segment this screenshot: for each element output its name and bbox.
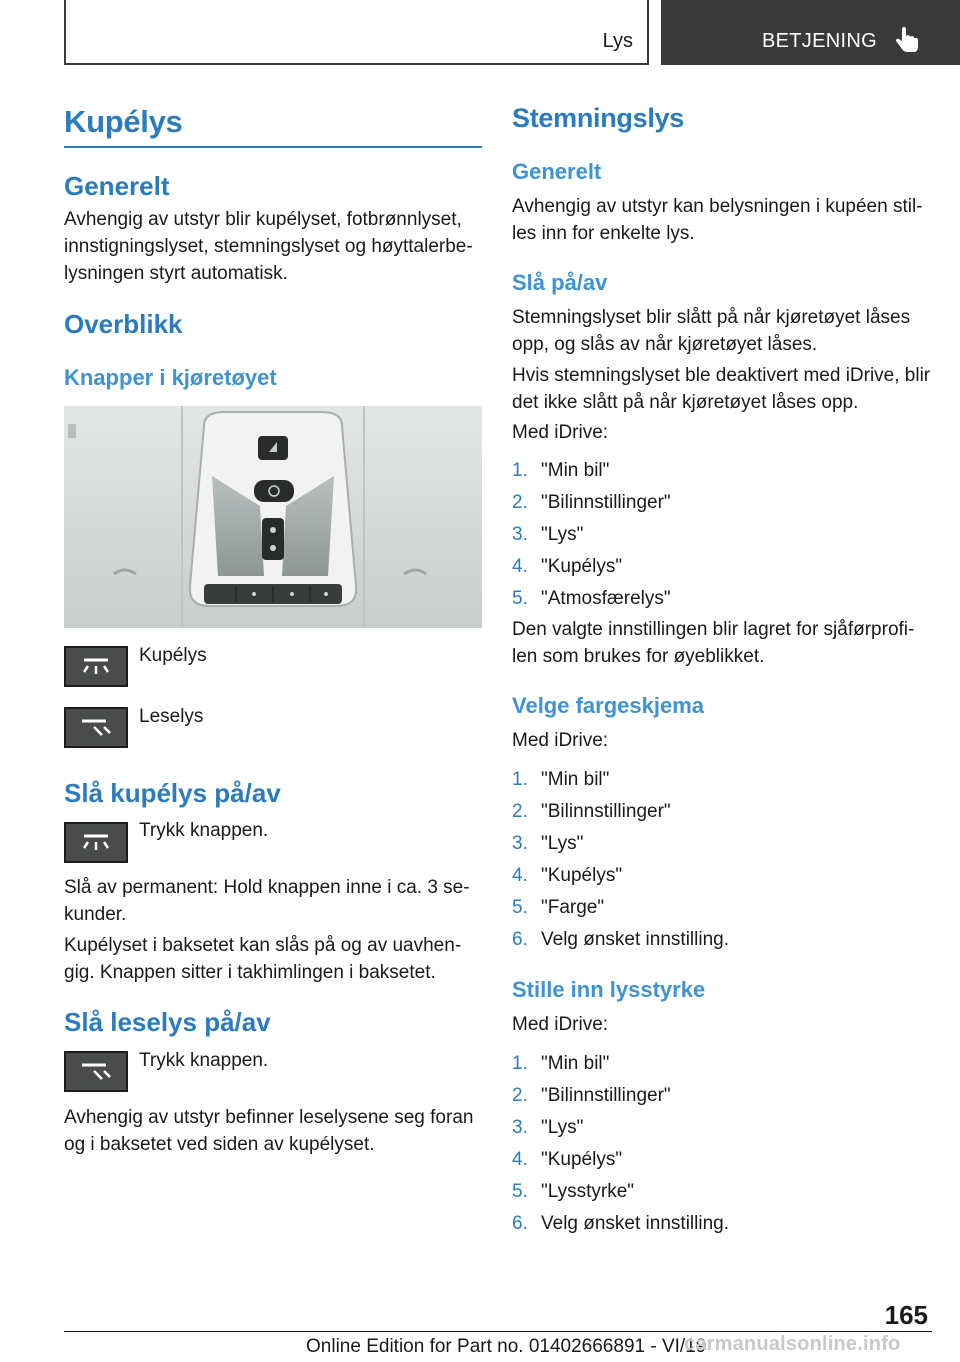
paragraph-med-idrive-3: Med iDrive: xyxy=(512,1014,609,1035)
steps-list-atmosfaere xyxy=(512,457,932,617)
list-item: 1. "Min bil" xyxy=(512,769,610,790)
watermark: carmanualsonline.info xyxy=(684,1333,901,1355)
list-item: 4. "Kupélys" xyxy=(512,865,623,886)
heading-sla-kupelys: Slå kupélys på/av xyxy=(64,778,281,808)
reading-light-key-icon xyxy=(64,707,128,748)
paragraph-sla-av-permanent: Slå av permanent: Hold knappen inne i ca. 3 sekunder. xyxy=(64,877,470,925)
list-item: 1. "Min bil" xyxy=(512,1053,610,1074)
list-item: 4. "Kupélys" xyxy=(512,556,623,577)
heading-rule xyxy=(64,146,482,148)
key-label-kupelys: Kupélys xyxy=(139,645,207,666)
paragraph-kupelys-baksete: Kupélyset i baksetet kan slås på og av uavhengig. Knappen sitter i takhimlingen i baksetet. xyxy=(64,935,462,983)
list-item: 2. "Bilinnstillinger" xyxy=(512,492,671,513)
header-chapter-title: BETJENING xyxy=(762,30,877,52)
paragraph-med-idrive-2: Med iDrive: xyxy=(512,730,609,751)
list-item: 6. Velg ønsket innstilling. xyxy=(512,1213,729,1234)
list-item: 3. "Lys" xyxy=(512,1117,584,1138)
heading-sla-pa-av: Slå på/av xyxy=(512,270,608,295)
list-item: 5. "Farge" xyxy=(512,897,605,918)
header-section-title: Lys xyxy=(602,30,633,52)
paragraph-stemningslys-deaktivert: Hvis stemningslyset ble deaktivert med iDrive, blir det ikke slått på når kjøretøyet låses opp. xyxy=(512,365,931,413)
heading-velge-fargeskjema: Velge fargeskjema xyxy=(512,693,705,718)
paragraph-med-idrive-1: Med iDrive: xyxy=(512,422,609,443)
interior-light-key-icon xyxy=(64,646,128,687)
heading-generelt-right: Generelt xyxy=(512,159,602,184)
heading-overblikk: Overblikk xyxy=(64,309,183,339)
list-item: 3. "Lys" xyxy=(512,524,584,545)
heading-stille-inn-lysstyrke: Stille inn lysstyrke xyxy=(512,977,706,1002)
steps-list-lysstyrke xyxy=(512,1050,932,1242)
key-label-leselys: Leselys xyxy=(139,706,204,727)
header-section-tab xyxy=(64,0,649,65)
heading-kupelys: Kupélys xyxy=(64,104,183,139)
footer-edition: Online Edition for Part no. 01402666891 - VI/19 xyxy=(306,1336,707,1357)
paragraph-stemningslys-pa: Stemningslyset blir slått på når kjøretøyet låses opp, og slås av når kjøretøyet låses. xyxy=(512,307,911,355)
paragraph-generelt-left: Avhengig av utstyr blir kupélyset, fotbrønnlyset, innstigningslyset, stemningslyset og høyttalerbelysningen styrt automatisk. xyxy=(64,209,473,284)
page-number: 165 xyxy=(884,1300,928,1330)
footer-rule xyxy=(64,1331,932,1332)
list-item: 3. "Lys" xyxy=(512,833,584,854)
paragraph-leselys-plassering: Avhengig av utstyr befinner leselysene seg foran og i baksetet ved siden av kupélyset. xyxy=(64,1107,474,1155)
paragraph-generelt-right: Avhengig av utstyr kan belysningen i kupéen stilles inn for enkelte lys. xyxy=(512,196,923,244)
paragraph-innstilling-lagret: Den valgte innstillingen blir lagret for sjåførprofilen som brukes for øyeblikket. xyxy=(512,619,915,667)
list-item: 1. "Min bil" xyxy=(512,460,610,481)
heading-knapper: Knapper i kjøretøyet xyxy=(64,365,277,390)
list-item: 5. "Atmosfærelys" xyxy=(512,588,671,609)
header-chapter-tab xyxy=(661,0,960,65)
list-item: 2. "Bilinnstillinger" xyxy=(512,1085,671,1106)
heading-sla-leselys: Slå leselys på/av xyxy=(64,1007,271,1037)
pointing-hand-icon xyxy=(893,26,921,54)
text-trykk-knappen-2: Trykk knappen. xyxy=(139,1050,269,1071)
interior-light-key-icon-2 xyxy=(64,822,128,863)
list-item: 4. "Kupélys" xyxy=(512,1149,623,1170)
list-item: 2. "Bilinnstillinger" xyxy=(512,801,671,822)
list-item: 5. "Lysstyrke" xyxy=(512,1181,635,1202)
text-trykk-knappen-1: Trykk knappen. xyxy=(139,820,269,841)
list-item: 6. Velg ønsket innstilling. xyxy=(512,929,729,950)
overhead-console-photo xyxy=(64,406,482,628)
steps-list-farge xyxy=(512,766,932,958)
heading-stemningslys: Stemningslys xyxy=(512,103,684,133)
heading-generelt-left: Generelt xyxy=(64,171,170,201)
reading-light-key-icon-2 xyxy=(64,1051,128,1092)
